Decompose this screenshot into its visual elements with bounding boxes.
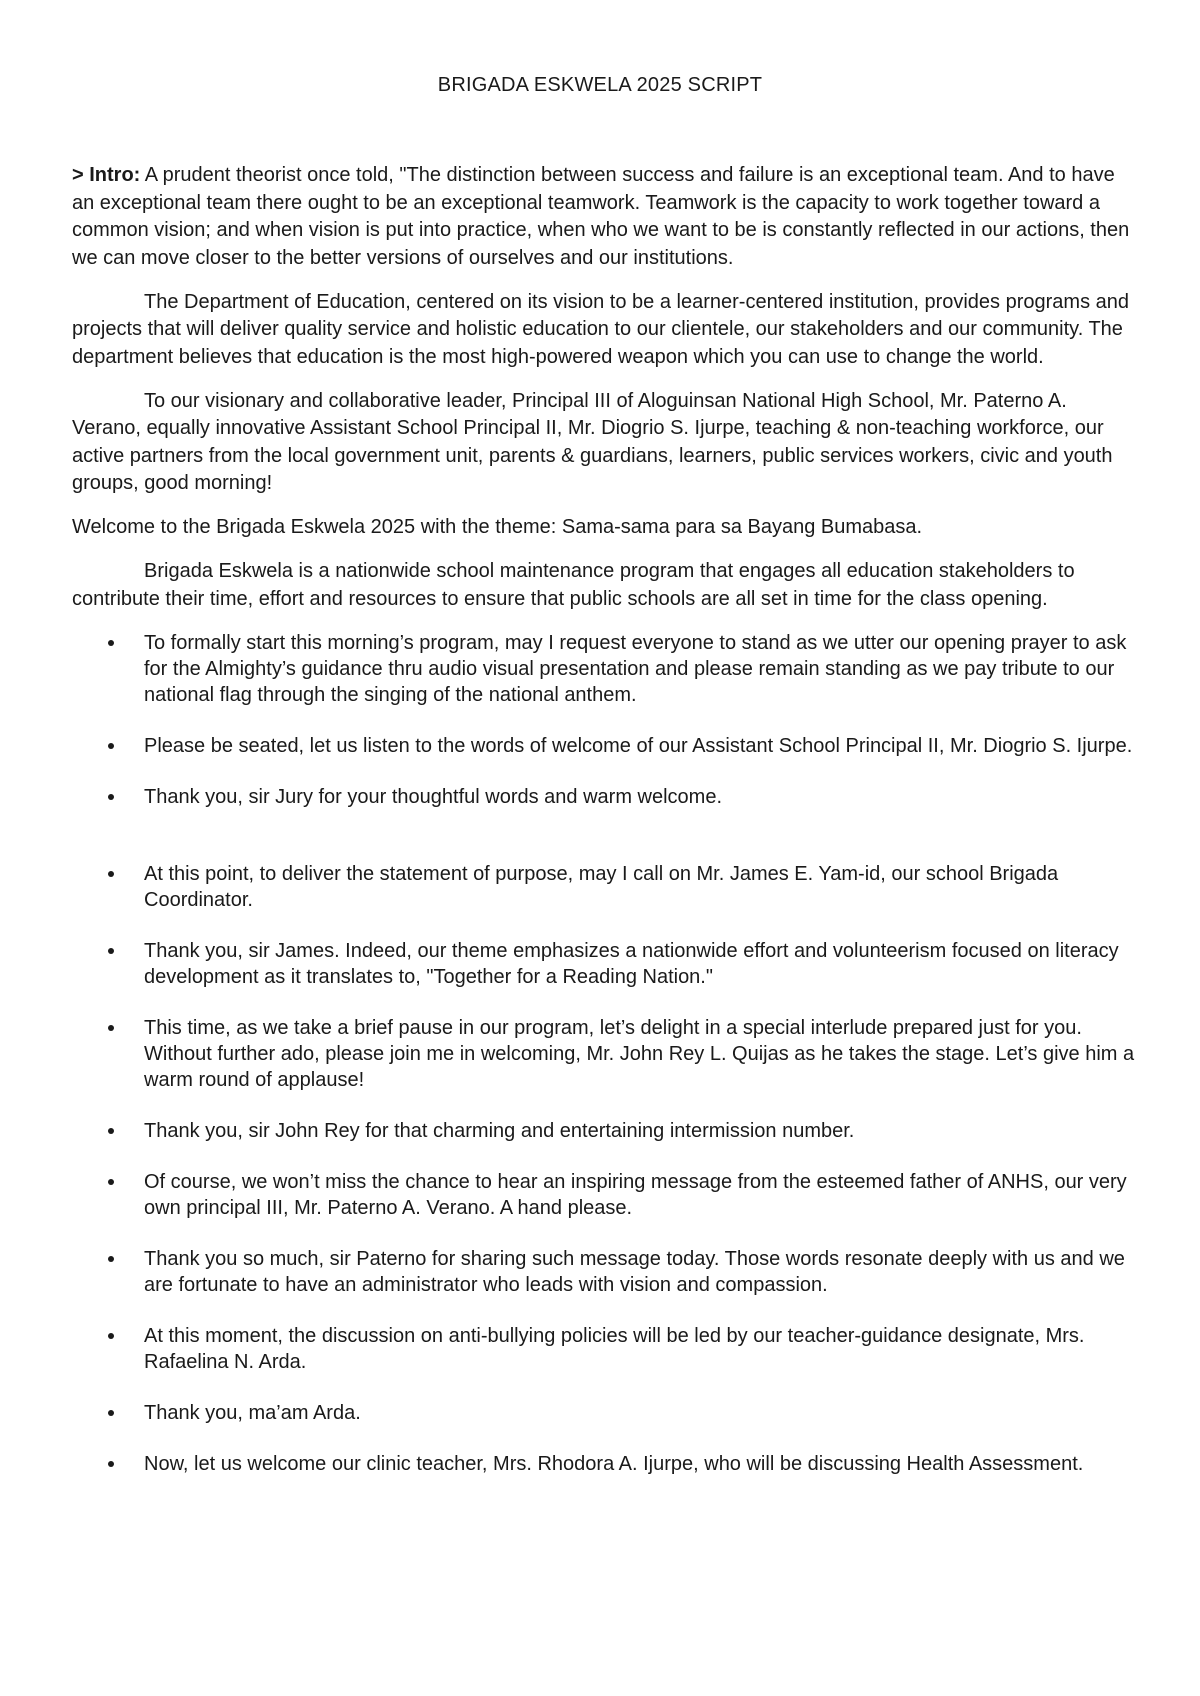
bullet-item: Thank you, sir Jury for your thoughtful words and warm welcome. xyxy=(72,784,1138,810)
bullet-item: Thank you, sir John Rey for that charming and entertaining intermission number. xyxy=(72,1118,1138,1144)
bullet-item: This time, as we take a brief pause in our program, let’s delight in a special interlude prepared just for you. Without further ado, please join me in welcoming, Mr. John Rey L. Quijas as he takes the stage. Let’s give him a warm round of applause! xyxy=(72,1015,1138,1093)
bullet-item: Please be seated, let us listen to the words of welcome of our Assistant School Principal II, Mr. Diogrio S. Ijurpe. xyxy=(72,733,1138,759)
bullet-item: Thank you, ma’am Arda. xyxy=(72,1400,1138,1426)
bullet-item: Thank you so much, sir Paterno for sharing such message today. Those words resonate deeply with us and we are fortunate to have an administrator who leads with vision and compassion. xyxy=(72,1246,1138,1298)
bullet-item: At this moment, the discussion on anti-bullying policies will be led by our teacher-guidance designate, Mrs. Rafaelina N. Arda. xyxy=(72,1323,1138,1375)
paragraph-welcome: Welcome to the Brigada Eskwela 2025 with the theme: Sama-sama para sa Bayang Bumabasa. xyxy=(72,516,923,538)
paragraph-deped: The Department of Education, centered on its vision to be a learner-centered institution, provides programs and projects that will deliver quality service and holistic education to our clientele, our stakeholders and our community. The department believes that education is the most high-powered weapon which you can use to change the world. xyxy=(72,290,1129,368)
intro-paragraph xyxy=(72,162,1138,272)
bullet-item: To formally start this morning’s program, may I request everyone to stand as we utter our opening prayer to ask for the Almighty’s guidance thru audio visual presentation and please remain standing as we pay tribute to our national flag through the singing of the national anthem. xyxy=(72,630,1138,708)
intro-label: > Intro: xyxy=(72,164,141,186)
bullet-item: Now, let us welcome our clinic teacher, Mrs. Rhodora A. Ijurpe, who will be discussing Health Assessment. xyxy=(72,1451,1138,1477)
bullet-item: At this point, to deliver the statement of purpose, may I call on Mr. James E. Yam-id, our school Brigada Coordinator. xyxy=(72,861,1138,913)
document-title: BRIGADA ESKWELA 2025 SCRIPT xyxy=(437,74,763,96)
bullet-item: Thank you, sir James. Indeed, our theme emphasizes a nationwide effort and volunteerism focused on literacy development as it translates to, "Together for a Reading Nation." xyxy=(72,938,1138,990)
intro-text: A prudent theorist once told, "The distinction between success and failure is an exceptional team. And to have an exceptional team there ought to be an exceptional teamwork. Teamwork is the capacity to work together toward a common vision; and when vision is put into practice, when who we want to be is constantly reflected in our actions, then we can move closer to the better versions of ourselves and our institutions. xyxy=(72,164,1130,269)
program-bullet-list xyxy=(72,630,1138,1477)
paragraph-brigada: Brigada Eskwela is a nationwide school maintenance program that engages all education stakeholders to contribute their time, effort and resources to ensure that public schools are all set in time for the class opening. xyxy=(72,560,1075,610)
paragraph-greeting: To our visionary and collaborative leader, Principal III of Aloguinsan National High School, Mr. Paterno A. Verano, equally innovative Assistant School Principal II, Mr. Diogrio S. Ijurpe, teaching & non-teaching workforce, our active partners from the local government unit, parents & guardians, learners, public services workers, civic and youth groups, good morning! xyxy=(72,389,1113,494)
bullet-item: Of course, we won’t miss the chance to hear an inspiring message from the esteemed father of ANHS, our very own principal III, Mr. Paterno A. Verano. A hand please. xyxy=(72,1169,1138,1221)
document-body xyxy=(72,162,1138,1502)
